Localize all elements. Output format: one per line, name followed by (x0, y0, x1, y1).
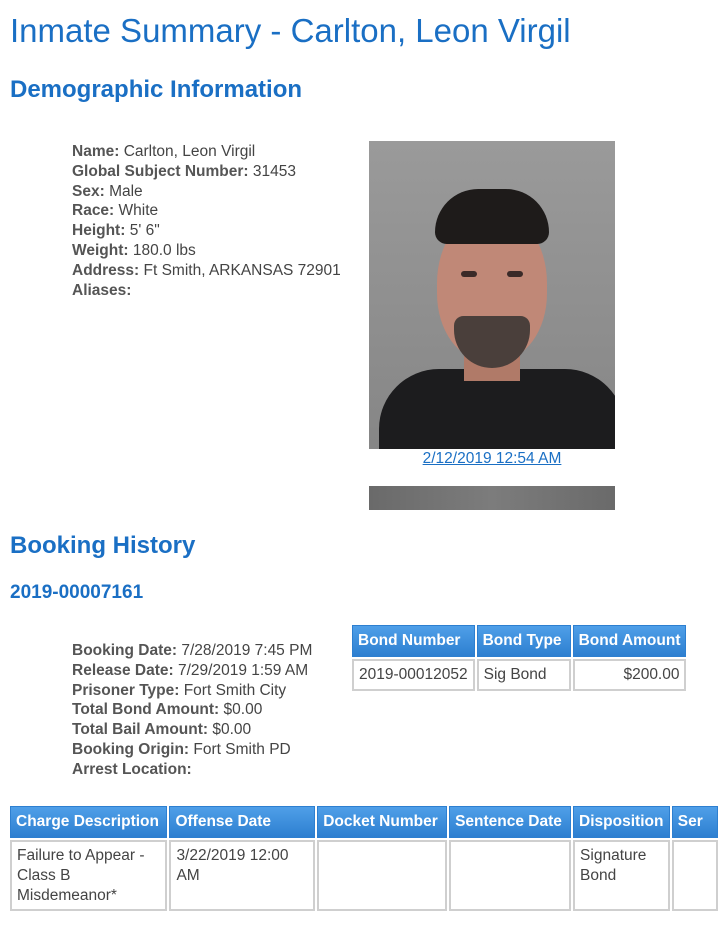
bond-type-cell: Sig Bond (477, 659, 571, 691)
docket-number-cell (317, 840, 447, 911)
offense-date-header: Offense Date (169, 806, 315, 838)
total-bond-amount-row: Total Bond Amount: $0.00 (72, 701, 263, 719)
demographic-heading: Demographic Information (10, 76, 303, 103)
table-row (352, 659, 686, 691)
sentence-date-cell (449, 840, 571, 911)
charge-description-cell: Failure to Appear - Class B Misdemeanor* (10, 840, 167, 911)
bond-amount-cell: $200.00 (573, 659, 687, 691)
address-row: Address: Ft Smith, ARKANSAS 72901 (72, 261, 341, 279)
booking-date-row: Booking Date: 7/28/2019 7:45 PM (72, 642, 313, 659)
arrest-location-row: Arrest Location: (72, 760, 192, 778)
name-row: Name: Carlton, Leon Virgil (72, 143, 256, 160)
page-title: Inmate Summary - Carlton, Leon Virgil (10, 12, 571, 49)
race-row: Race: White (72, 202, 159, 220)
aliases-row: Aliases: (72, 281, 132, 299)
offense-date-cell: 3/22/2019 12:00 AM (169, 840, 315, 911)
booking-history-heading: Booking History (10, 532, 196, 559)
disposition-header: Disposition (573, 806, 670, 838)
charge-table (8, 804, 720, 913)
bond-table-header (352, 625, 686, 657)
release-date-row: Release Date: 7/29/2019 1:59 AM (72, 661, 309, 679)
charge-table-header (10, 806, 718, 838)
demographic-fields (72, 142, 341, 300)
booking-number: 2019-00007161 (10, 582, 144, 603)
total-bail-amount-row: Total Bail Amount: $0.00 (72, 721, 252, 739)
height-row: Height: 5' 6" (72, 222, 160, 240)
bond-table (350, 623, 688, 693)
mugshot-photo[interactable] (369, 141, 615, 449)
charge-description-header: Charge Description (10, 806, 167, 838)
booking-origin-row: Booking Origin: Fort Smith PD (72, 740, 291, 758)
sex-row: Sex: Male (72, 182, 143, 200)
booking-fields (72, 641, 312, 780)
weight-row: Weight: 180.0 lbs (72, 241, 196, 259)
docket-number-header: Docket Number (317, 806, 447, 838)
bond-amount-header: Bond Amount (573, 625, 687, 657)
photo-date-link[interactable]: 2/12/2019 12:54 AM (422, 450, 562, 467)
second-photo-thumbnail[interactable] (369, 486, 615, 510)
prisoner-type-row: Prisoner Type: Fort Smith City (72, 681, 287, 699)
bond-number-header: Bond Number (352, 625, 475, 657)
table-row (10, 840, 718, 911)
bond-type-header: Bond Type (477, 625, 571, 657)
global-subject-number-row: Global Subject Number: 31453 (72, 162, 296, 180)
sentence-header: Ser (672, 806, 718, 838)
disposition-cell: Signature Bond (573, 840, 670, 911)
sentence-date-header: Sentence Date (449, 806, 571, 838)
bond-number-cell: 2019-00012052 (352, 659, 475, 691)
sentence-cell (672, 840, 718, 911)
